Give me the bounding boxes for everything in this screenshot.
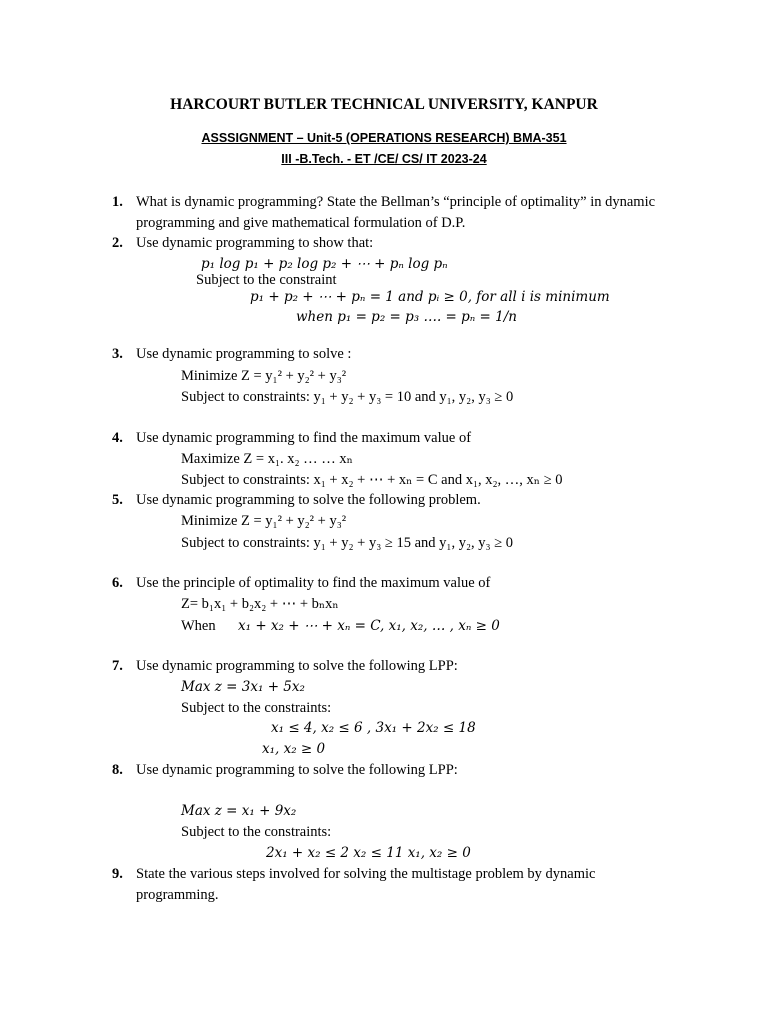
question-4-objective: Maximize Z = x₁. x₂ … … xₙ: [181, 451, 353, 467]
question-6-when-label: When: [181, 618, 216, 634]
question-2-line-3: Subject to the constraint: [196, 272, 337, 288]
question-8-line-1: Use dynamic programming to solve the following LPP:: [136, 762, 458, 778]
question-7-nonnegativity: x₁, x₂ ≥ 0: [262, 741, 326, 757]
question-8-objective: Max z = x₁ + 9x₂: [181, 803, 297, 819]
question-4-constraints: Subject to constraints: x₁ + x₂ + ⋯ + xₙ = C and x₁, x₂, …, xₙ ≥ 0: [181, 472, 563, 488]
question-7-objective: Max z = 3x₁ + 5x₂: [181, 679, 305, 695]
question-9-line-2: programming.: [136, 887, 219, 903]
assignment-title: ASSSIGNMENT – Unit-5 (OPERATIONS RESEARCH) BMA-351: [201, 131, 567, 145]
question-6-objective: Z= b₁x₁ + b₂x₂ + ⋯ + bₙxₙ: [181, 596, 339, 612]
question-3-objective: Minimize Z = y₁² + y₂² + y₃²: [181, 368, 347, 384]
question-number-6: 6.: [112, 575, 123, 591]
question-7-subject-label: Subject to the constraints:: [181, 700, 332, 716]
question-1-line-1: What is dynamic programming? State the Bellman’s “principle of optimality” in dynamic: [136, 194, 656, 210]
question-number-5: 5.: [112, 492, 123, 508]
question-number-2: 2.: [112, 235, 123, 251]
question-1-line-2: programming and give mathematical formulation of D.P.: [136, 215, 466, 231]
question-number-8: 8.: [112, 762, 123, 778]
question-2-line-1: Use dynamic programming to show that:: [136, 235, 374, 251]
question-number-9: 9.: [112, 866, 123, 882]
question-3-line-1: Use dynamic programming to solve :: [136, 346, 352, 362]
question-9-line-1: State the various steps involved for solving the multistage problem by dynamic: [136, 866, 596, 882]
question-5-objective: Minimize Z = y₁² + y₂² + y₃²: [181, 513, 347, 529]
question-5-constraints: Subject to constraints: y₁ + y₂ + y₃ ≥ 15 and y₁, y₂, y₃ ≥ 0: [181, 535, 514, 551]
question-4-line-1: Use dynamic programming to find the maximum value of: [136, 430, 472, 446]
question-7-line-1: Use dynamic programming to solve the following LPP:: [136, 658, 458, 674]
question-number-1: 1.: [112, 194, 123, 210]
question-7-constraints: x₁ ≤ 4, x₂ ≤ 6 , 3x₁ + 2x₂ ≤ 18: [271, 720, 476, 736]
question-8-subject-label: Subject to the constraints:: [181, 824, 332, 840]
question-number-4: 4.: [112, 430, 123, 446]
question-2-constraint: p₁ + p₂ + ⋯ + pₙ = 1 and pᵢ ≥ 0, for all i is minimum: [250, 289, 610, 305]
university-title: HARCOURT BUTLER TECHNICAL UNIVERSITY, KANPUR: [170, 96, 598, 113]
question-8-constraints: 2x₁ + x₂ ≤ 2 x₂ ≤ 11 x₁, x₂ ≥ 0: [266, 845, 471, 861]
question-6-line-1: Use the principle of optimality to find the maximum value of: [136, 575, 491, 591]
question-3-constraints: Subject to constraints: y₁ + y₂ + y₃ = 10 and y₁, y₂, y₃ ≥ 0: [181, 389, 514, 405]
question-2-expression: p₁ log p₁ + p₂ log p₂ + ⋯ + pₙ log pₙ: [201, 256, 448, 272]
question-5-line-1: Use dynamic programming to solve the following problem.: [136, 492, 481, 508]
question-number-3: 3.: [112, 346, 123, 362]
question-number-7: 7.: [112, 658, 123, 674]
question-6-constraints: x₁ + x₂ + ⋯ + xₙ = C, x₁, x₂, … , xₙ ≥ 0: [238, 618, 500, 634]
question-2-condition: when p₁ = p₂ = p₃ …. = pₙ = 1/n: [296, 309, 517, 325]
course-line: III -B.Tech. - ET /CE/ CS/ IT 2023-24: [281, 152, 487, 166]
